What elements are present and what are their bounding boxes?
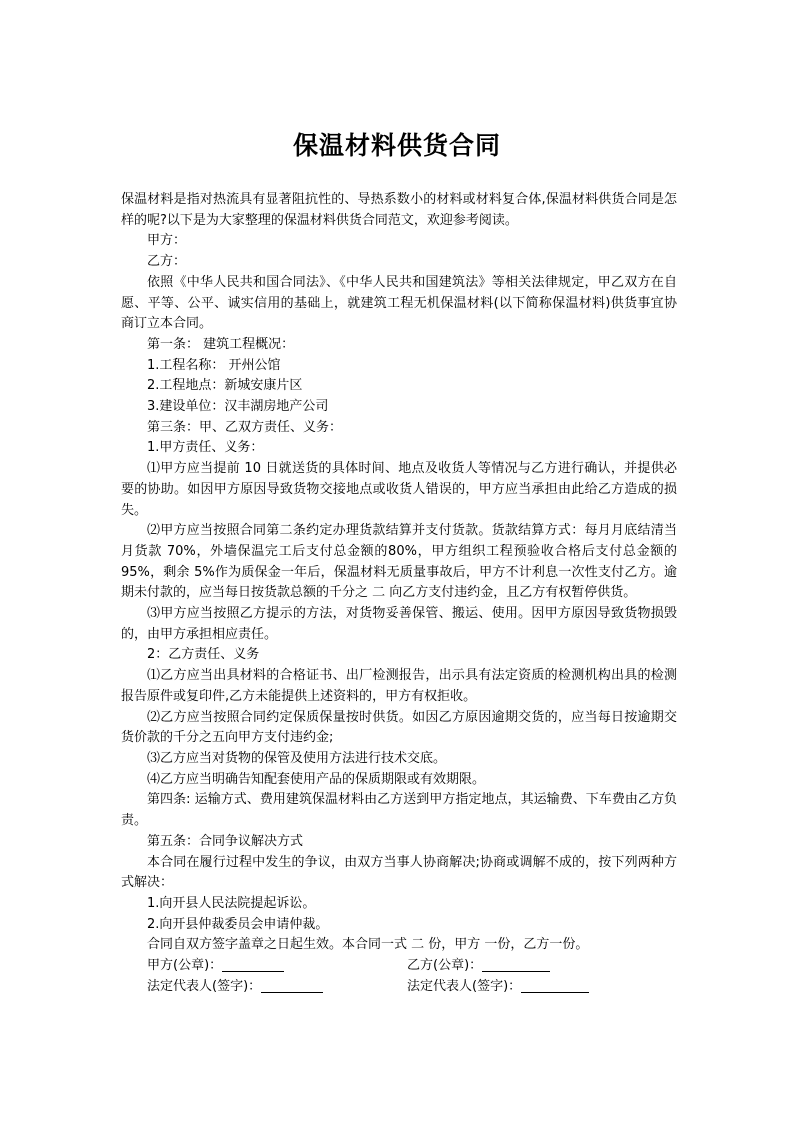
party-a-rep-label: 法定代表人(签字)：: [147, 978, 262, 994]
party-b-duties-heading: 2：乙方责任、义务: [147, 647, 260, 663]
party-a-line: 甲方：: [147, 233, 187, 249]
dispute-option-1: 1.向开县人民法院提起诉讼。: [147, 895, 316, 911]
intro-paragraph: 保温材料是指对热流具有显著阻抗性的、导热系数小的材料或材料复合体,保温材料供货合同是怎样的呢?以下是为大家整理的保温材料供货合同范文，欢迎参考阅读。: [121, 192, 677, 228]
party-a-duty-2: ⑵甲方应当按照合同第二条约定办理货款结算并支付货款。货款结算方式：每月月底结清当月货款 70%，外墙保温完工后支付总金额的80%，甲方组织工程预验收合格后支付总金额的95%，剩余 5%作为质保金一年后，保温材料无质量事故后，甲方不计利息一次性支付乙方。逾期未付款的，应当每日按货款总额的千分之 二 向乙方支付违约金，且乙方有权暂停供货。: [121, 523, 677, 601]
party-b-rep-label: 法定代表人(签字)：: [407, 978, 522, 994]
seal-row: [121, 956, 677, 977]
party-b-duty-3: ⑶乙方应当对货物的保管及使用方法进行技术交底。: [147, 750, 447, 766]
article-4-paragraph: 第四条: 运输方式、费用建筑保温材料由乙方送到甲方指定地点，其运输费、下车费由乙方负责。: [121, 792, 677, 829]
party-a-seal-blank: [222, 957, 284, 972]
article-3-heading: 第三条：甲、乙双方责任、义务：: [147, 419, 343, 435]
article-1-heading: 第一条： 建筑工程概况：: [147, 336, 295, 352]
party-b-seal-blank: [482, 957, 550, 972]
representative-row: [121, 977, 677, 998]
dispute-paragraph: 本合同在履行过程中发生的争议，由双方当事人协商解决;协商或调解不成的，按下列两种方式解决：: [121, 854, 677, 891]
project-name-line: 1.工程名称： 开州公馆: [147, 357, 281, 373]
party-a-duty-3: ⑶甲方应当按照乙方提示的方法，对货物妥善保管、搬运、使用。因甲方原因导致货物损毁的，由甲方承担相应责任。: [121, 606, 677, 642]
party-a-duty-1: ⑴甲方应当提前 10 日就送货的具体时间、地点及收货人等情况与乙方进行确认，并提供必要的协助。如因甲方原因导致货物交接地点或收货人错误的，甲方应当承担由此给乙方造成的损失。: [121, 461, 677, 518]
party-a-duties-heading: 1.甲方责任、义务：: [147, 440, 264, 456]
party-b-line: 乙方：: [147, 254, 187, 270]
party-a-seal: [147, 956, 284, 977]
preamble-paragraph: 依照《中华人民共和国合同法》、《中华人民共和国建筑法》等相关法律规定，甲乙双方在自愿、平等、公平、诚实信用的基础上，就建筑工程无机保温材料(以下简称保温材料)供货事宜协商订立本合同。: [121, 274, 677, 332]
article-5-heading: 第五条：合同争议解决方式: [147, 833, 304, 849]
party-b-duty-2: ⑵乙方应当按照合同约定保质保量按时供货。如因乙方原因逾期交货的，应当每日按逾期交货价款的千分之五向甲方支付违约金;: [121, 709, 677, 746]
party-b-rep: [407, 977, 589, 998]
party-b-seal-label: 乙方(公章)：: [407, 958, 483, 974]
dispute-option-2: 2.向开县仲裁委员会申请仲裁。: [147, 916, 329, 932]
construction-unit-line: 3.建设单位：汉丰湖房地产公司: [147, 399, 329, 415]
party-b-duty-4: ⑷乙方应当明确告知配套使用产品的保质期限或有效期限。: [147, 771, 486, 787]
party-a-rep: [147, 977, 323, 998]
party-b-duty-1: ⑴乙方应当出具材料的合格证书、出厂检测报告，出示具有法定资质的检测机构出具的检测报告原件或复印件,乙方未能提供上述资料的，甲方有权拒收。: [121, 668, 677, 704]
contract-body: [121, 190, 677, 997]
project-location-line: 2.工程地点：新城安康片区: [147, 378, 303, 394]
document-title: 保温材料供货合同: [292, 131, 501, 160]
party-b-seal: [407, 956, 550, 977]
party-a-seal-label: 甲方(公章)：: [147, 958, 223, 974]
effectiveness-line: 合同自双方签字盖章之日起生效。本合同一式 二 份，甲方 一份，乙方一份。: [147, 937, 589, 953]
party-b-rep-blank: [521, 978, 589, 993]
party-a-rep-blank: [261, 978, 323, 993]
